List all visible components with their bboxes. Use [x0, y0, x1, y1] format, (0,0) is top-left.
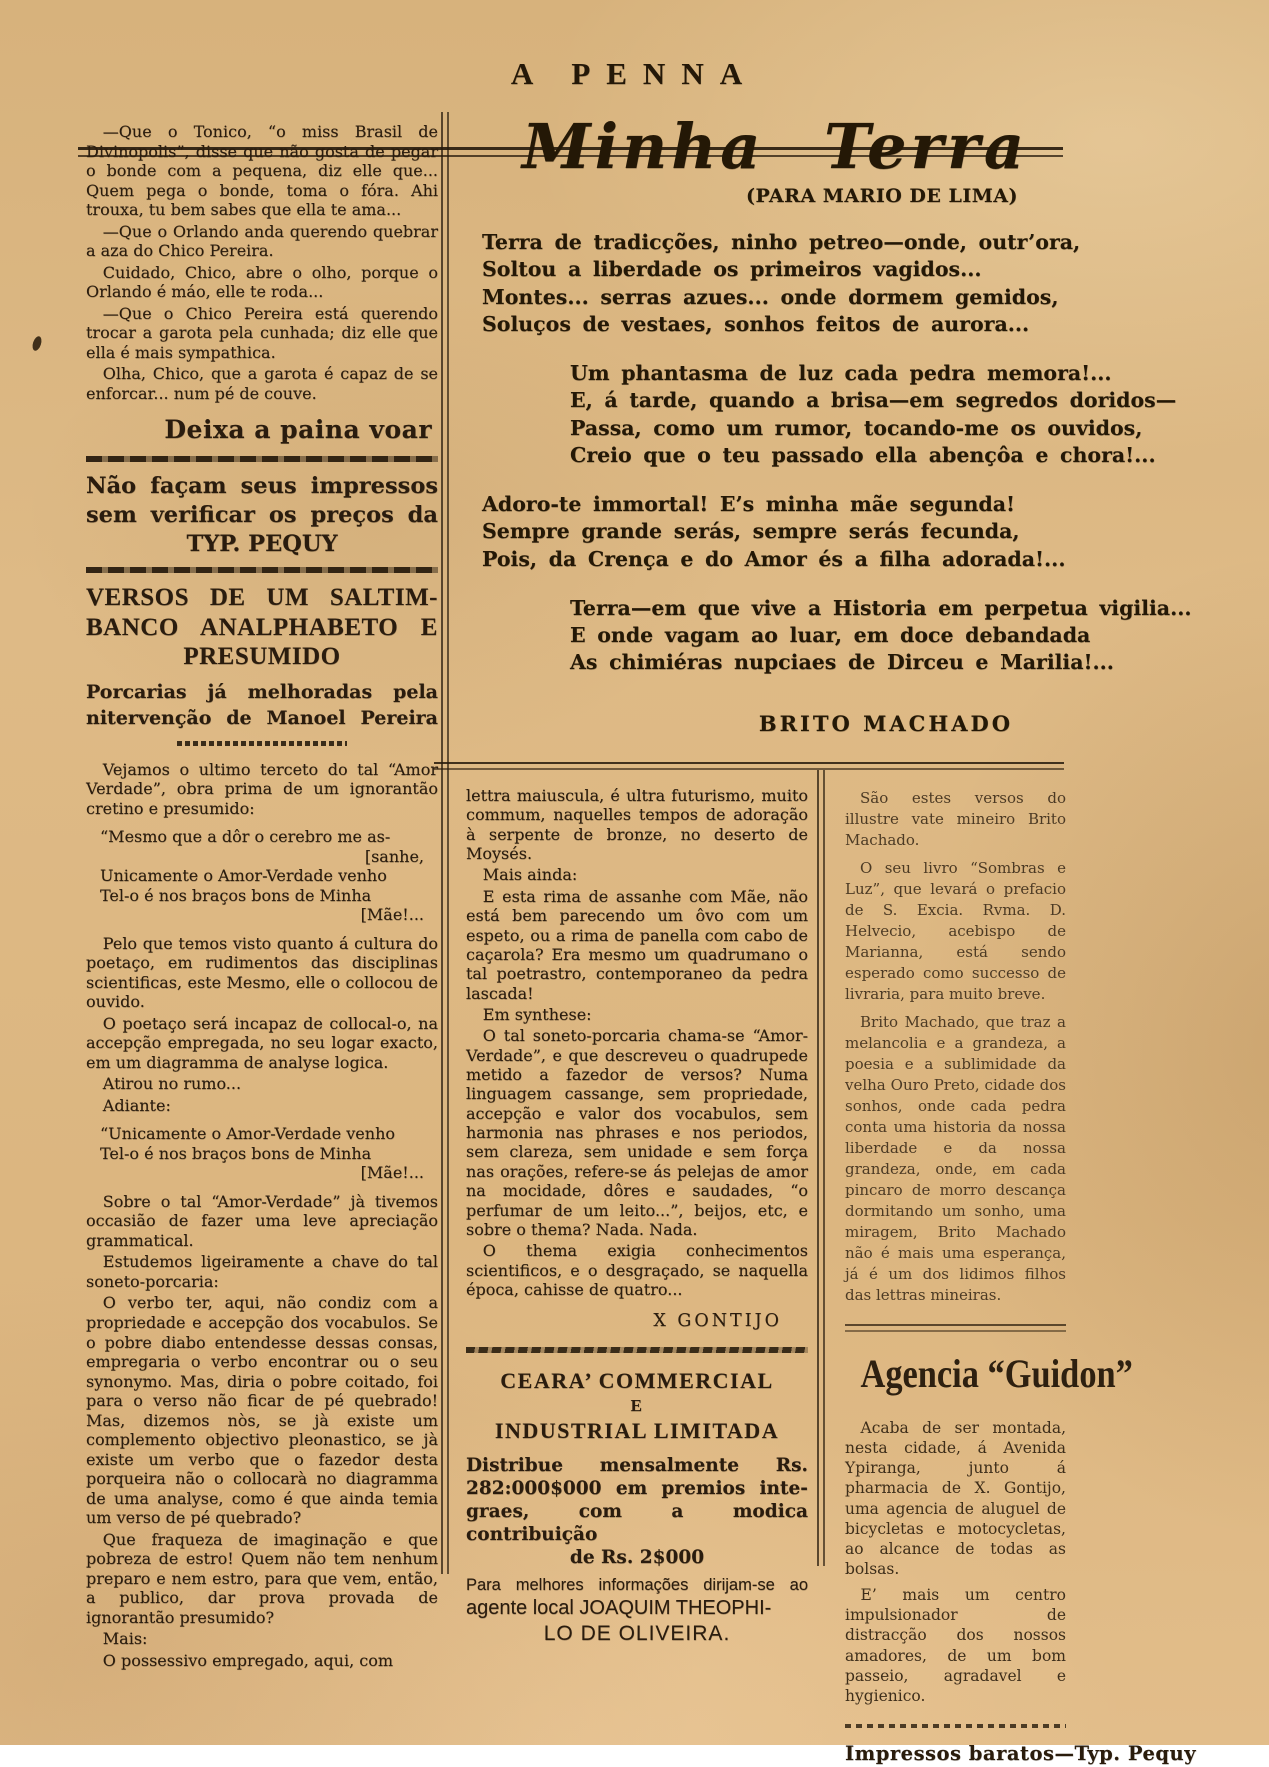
deixa-paina-voar-heading: Deixa a paina voar — [164, 415, 432, 445]
poem-stanza-1 — [482, 229, 1081, 338]
critique-paragraph: Adiante: — [102, 1095, 171, 1115]
article-paragraph: E esta rima de assanhe com Mãe, não está bem parecendo um ôvo com um espeto, ou a rima de panella com cabo de caçarola? Era mesmo um quadrumano o tal poetrastro, contemporaneo da pedra lascada! — [466, 886, 808, 1003]
ornament-rule — [466, 1347, 808, 1353]
ornament-rule — [845, 1724, 1066, 1728]
headline-line: BANCO ANALPHABETO E — [86, 613, 438, 641]
poem-line: Um phantasma de luz cada pedra memora!... — [570, 361, 1112, 386]
poem-line: As chimiéras nupciaes de Dirceu e Marilia!... — [570, 650, 1114, 675]
critique-body-2 — [86, 1192, 438, 1670]
poem-line: E, á tarde, quando a brisa—em segredos doridos— — [570, 388, 1177, 413]
ceara-ad-title — [466, 1367, 808, 1446]
critique-paragraph: Atirou no rumo... — [102, 1074, 242, 1094]
subhead-line: Porcarias já melhoradas pela — [86, 680, 438, 703]
critique-continuation — [466, 786, 808, 1299]
gossip-paragraph: —Que o Tonico, “o miss Brasil de Divinopolis”, disse que não gosta de pegar o bonde com a pequena, diz elle que... Quem pega o bonde, toma o fóra. Ahi trouxa, tu bem sabes que ella te ama... — [86, 122, 438, 220]
verse-line: [sanhe, — [364, 846, 424, 866]
section-rule — [845, 1324, 1066, 1332]
poem-title: Minha Terra — [521, 110, 1029, 183]
ink-spot — [31, 335, 43, 352]
column-separator-right — [817, 770, 825, 1566]
poem-line: E onde vagam ao luar, em doce debandada — [570, 623, 1091, 648]
ceara-ad-body — [466, 1454, 808, 1570]
critique-paragraph: Mais: — [102, 1629, 148, 1649]
verse-line: “Mesmo que a dôr o cerebro me as- — [100, 827, 391, 847]
agencia-guidon-heading: Agencia “Guidon” — [860, 1351, 1133, 1396]
article-paragraph: E’ mais um centro impulsionador de distracção dos nossos amadores, de um bom passeio, agradavel e hygienico. — [845, 1586, 1066, 1705]
headline-line: VERSOS DE UM SALTIM- — [86, 584, 438, 612]
verse-line: Unicamente o Amor-Verdade venho — [100, 866, 387, 886]
section-rule — [86, 567, 438, 573]
gossip-paragraph: Olha, Chico, que a garota é capaz de se enforcar... num pé de couve. — [86, 364, 438, 403]
poem-line: Terra—em que vive a Historia em perpetua vigilia... — [570, 595, 1192, 620]
versos-headline — [86, 583, 438, 672]
brito-machado-article — [845, 788, 1066, 1306]
verse-line: “Unicamente o Amor-Verdade venho — [100, 1124, 396, 1144]
agencia-guidon-body — [845, 1418, 1066, 1706]
article-paragraph: lettra maiuscula, é ultra futurismo, muito commum, naquelles tempos de adoração à serpente de bronze, no deserto de Moysés. — [466, 786, 808, 864]
ad-body-line: de Rs. 2$000 — [569, 1547, 705, 1569]
critique-paragraph: O poetaço será incapaz de collocal-o, na accepção empregada, no seu logar exacto, em um diagramma de analyse logica. — [86, 1013, 438, 1072]
verse-line: Tel-o é nos braços bons de Minha — [100, 885, 372, 905]
verse-line: Tel-o é nos braços bons de Minha — [100, 1143, 372, 1163]
article-paragraph: O thema exigia conhecimentos scientificos, e o desgraçado, se naquella época, cahisse de quatro... — [466, 1241, 808, 1299]
section-rule — [86, 456, 438, 462]
ad-agent-line: agente local JOAQUIM THEOPHI- — [466, 1597, 772, 1620]
middle-column — [466, 786, 808, 1647]
poem-author-signature: BRITO MACHADO — [758, 710, 1013, 736]
critique-paragraph: Sobre o tal “Amor-Verdade” jà tivemos occasião de fazer uma leve apreciação grammatical. — [86, 1191, 438, 1250]
ad-body-line: 282:000$000 em premios inte- — [466, 1477, 808, 1499]
typ-pequy-ad — [86, 472, 438, 560]
verse-line: [Mãe!... — [360, 1163, 424, 1183]
typ-ad-line: sem verificar os preços da — [86, 501, 438, 528]
poem-line: Pois, da Crença e do Amor és a filha adorada!... — [482, 546, 1066, 571]
gossip-paragraph: Cuidado, Chico, abre o olho, porque o Orlando é máo, elle te roda... — [86, 262, 438, 302]
critique-intro: Vejamos o ultimo terceto do tal “Amor Verdade”, obra prima de um ignorantão cretino e presumido: — [86, 759, 438, 818]
article-paragraph: Em synthese: — [482, 1004, 592, 1024]
poem-bottom-rule — [434, 762, 1064, 770]
poem-line: Adoro-te immortal! E’s minha mãe segunda! — [482, 492, 1016, 517]
critique-paragraph: Pelo que temos visto quanto á cultura do poetaço, em rudimentos das disciplinas scientificas, este Mesmo, elle o collocou de ouvido. — [86, 933, 438, 1012]
ornament-rule — [177, 741, 347, 746]
critique-paragraph: O verbo ter, aqui, não condiz com a propriedade e accepção dos vocabulos. Se o pobre diabo entendesse dessas consas, empregaria o verbo encontrar ou o seu synonymo. Mas, diria o pobre coitado, foi para o verso não ficar de pé quebrado! Mas, dizemos nòs, se jà existe um complemento objectivo pleonastico, se jà existe um verbo que o fazedor desta porqueira não o collocarà no diagramma de uma analyse, como é que ainda temia um verso de pé quebrado? — [86, 1293, 438, 1528]
impressos-baratos-footer: Impressos baratos—Typ. Pequy — [845, 1741, 1197, 1765]
column-separator-left — [441, 112, 449, 1574]
verse-quote-1 — [100, 827, 438, 925]
headline-line: PRESUMIDO — [183, 643, 341, 671]
left-column — [86, 122, 438, 1672]
ad-agent-line: LO DE OLIVEIRA. — [543, 1622, 731, 1646]
poem-line: Creio que o teu passado ella abençôa e chora!... — [570, 442, 1156, 467]
critique-paragraph: Que fraqueza de imaginação e que pobreza de estro! Quem não tem nenhum preparo e nem estro, para que vem, então, a publico, dar prova provada de ignorantão presumido? — [86, 1529, 438, 1627]
critique-paragraph: Estudemos ligeiramente a chave do tal soneto-porcaria: — [86, 1252, 438, 1291]
poem-dedication: (PARA MARIO DE LIMA) — [746, 185, 1018, 208]
poem-line: Passa, como um rumor, tocando-me os ouvidos, — [570, 415, 1143, 440]
versos-subhead — [86, 680, 438, 731]
right-column — [845, 788, 1197, 1767]
article-paragraph: Acaba de ser montada, nesta cidade, á Avenida Ypiranga, junto á pharmacia de X. Gontijo, uma agencia de aluguel de bicycletas e motocycletas, ao alcance de todas as bolsas. — [845, 1419, 1066, 1578]
author-signature: X GONTIJO — [653, 1311, 782, 1332]
ad-agent-line: Para melhores informações dirijam-se ao — [466, 1576, 808, 1595]
ad-body-line: Distribue mensalmente Rs. — [466, 1454, 808, 1476]
article-paragraph: O seu livro “Sombras e Luz”, que levará o prefacio de S. Excia. Rvma. D. Helvecio, acebispo de Marianna, está sendo esperado como successo de livraria, para muito breve. — [845, 859, 1066, 1003]
article-paragraph: Mais ainda: — [482, 865, 578, 885]
gossip-paragraph: —Que o Orlando anda querendo quebrar a aza do Chico Pereira. — [86, 221, 438, 261]
article-paragraph: São estes versos do illustre vate mineiro Brito Machado. — [845, 789, 1066, 849]
critique-body-1 — [86, 934, 438, 1116]
poem-stanza-2 — [570, 360, 1177, 469]
poem-stanza-3 — [482, 491, 1068, 573]
verse-quote-2 — [100, 1124, 438, 1183]
typ-ad-line: TYP. PEQUY — [186, 531, 338, 558]
ad-title-line: E — [630, 1396, 644, 1416]
ad-title-line: CEARA’ COMMERCIAL — [500, 1367, 774, 1393]
ad-body-line: graes, com a modica contribuição — [466, 1501, 808, 1546]
gossip-paragraph: —Que o Chico Pereira está querendo trocar a garota pela cunhada; diz elle que ella é mais sympathica. — [86, 303, 438, 362]
poem-line: Montes... serras azues... onde dormem gemidos, — [482, 284, 1059, 309]
poem-section — [482, 110, 1192, 736]
masthead-title: A PENNA — [510, 56, 759, 91]
poem-line: Soluços de vestaes, sonhos feitos de aurora... — [482, 311, 1030, 336]
ad-title-line: INDUSTRIAL LIMITADA — [494, 1418, 780, 1444]
poem-line: Terra de tradicções, ninho petreo—onde, outr’ora, — [482, 230, 1081, 255]
poem-line: Soltou a liberdade os primeiros vagidos... — [482, 257, 982, 282]
poem-line: Sempre grande serás, sempre serás fecunda, — [482, 519, 1020, 544]
ceara-ad-agent — [466, 1575, 808, 1647]
article-paragraph: Brito Machado, que traz a melancolia e a grandeza, a poesia e a sublimidade da velha Ouro Preto, cidade dos sonhos, onde cada pedra conta uma historia da nossa liberdade e da nossa grandeza, onde, em cada pincaro de morro descança dormitando um sonho, uma miragem, Brito Machado não é mais uma esperança, já é um dos lidimos filhos das lettras mineiras. — [845, 1013, 1066, 1304]
critique-paragraph: O possessivo empregado, aqui, com — [102, 1650, 394, 1670]
gossip-section — [86, 122, 438, 403]
verse-line: [Mãe!... — [360, 905, 424, 925]
poem-stanza-4 — [570, 595, 1192, 677]
article-paragraph: O tal soneto-porcaria chama-se “Amor-Verdade”, e que descreveu o quadrupede metido a fazedor de versos? Numa linguagem cassange, sem propriedade, accepção e valor dos vocabulos, sem harmonia nas phrases e nos periodos, sem clareza, sem unidade e sem força nas orações, refere-se ás pelejas de amor na mocidade, dôres e saudades, “o perfumar de um leito...”, beijos, etc, e sobre o thema? Nada. Nada. — [466, 1026, 808, 1239]
typ-ad-line: Não façam seus impressos — [86, 472, 438, 499]
subhead-line: nitervenção de Manoel Pereira — [86, 707, 438, 730]
